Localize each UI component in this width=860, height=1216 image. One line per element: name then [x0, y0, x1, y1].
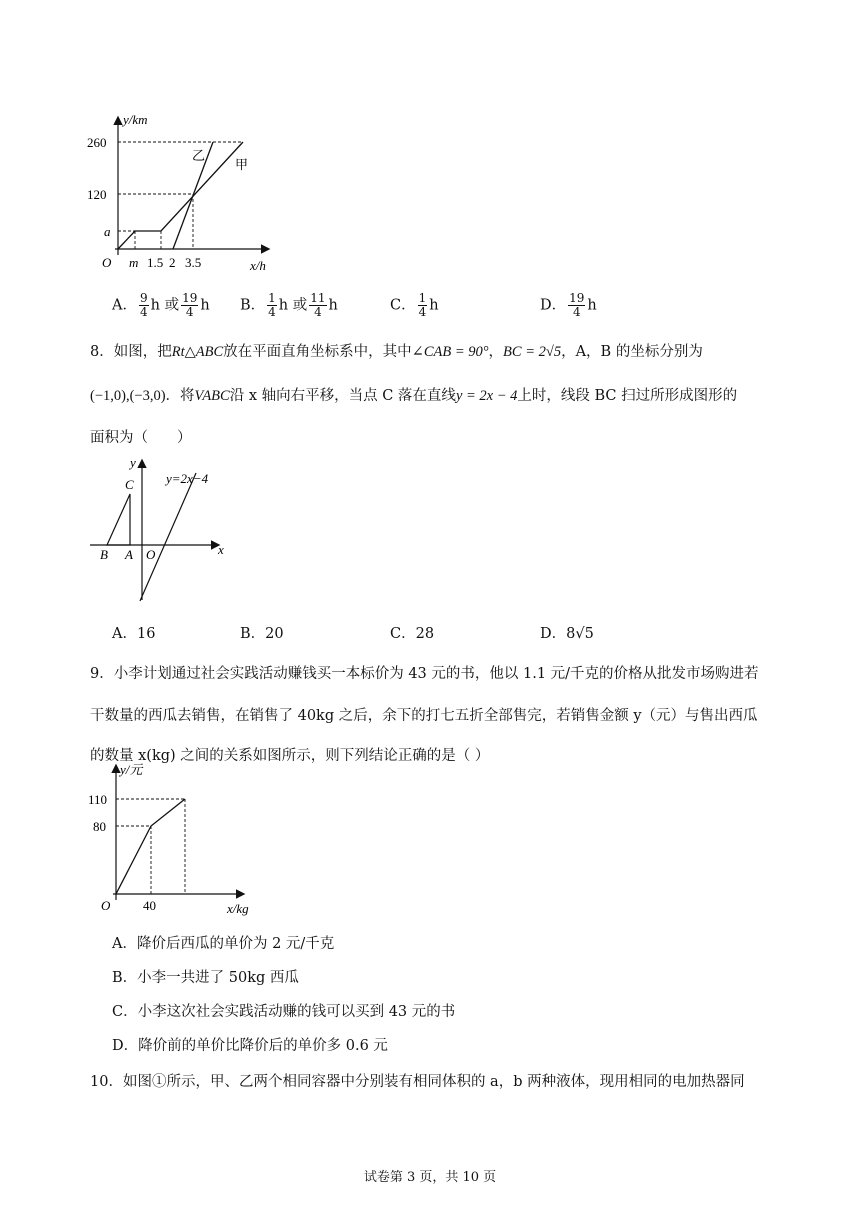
q9-y-label: y/元: [120, 762, 143, 777]
q7-option-b[interactable]: B． $\frac{1}{4}$ h 或 $\frac{11}{4}$ h: [240, 291, 338, 319]
q8-line-1: 8．如图，把Rt△ABC放在平面直角坐标系中，其中∠CAB = 90°，BC = 2√5，A，B 的坐标分别为: [90, 344, 703, 360]
q8-point-a: A: [125, 547, 133, 562]
q8-line-2: (−1,0),(−3,0)．将VABC沿 x 轴向右平移，当点 C 落在直线y = 2x − 4上时，线段 BC 扫过所形成图形的: [90, 388, 738, 404]
page-footer: 试卷第 3 页，共 10 页: [363, 1170, 497, 1185]
q8-point-c: C: [125, 477, 134, 492]
q7-label-yi: 乙: [192, 148, 206, 163]
q9-x-label: x/kg: [227, 901, 249, 916]
q9-tick-110: 110: [88, 792, 108, 807]
q8-point-b: B: [100, 547, 108, 562]
q8-y-label: y: [130, 455, 136, 470]
q8-option-c[interactable]: C．28: [390, 626, 435, 642]
q9-tick-40: 40: [143, 898, 156, 913]
q7-tick-3.5: 3.5: [185, 255, 202, 270]
q8-option-a[interactable]: A．16: [112, 626, 156, 642]
q8-triangle: [107, 494, 130, 545]
q7-x-label: x/h: [250, 258, 266, 273]
q10-line-1: 10．如图①所示，甲、乙两个相同容器中分别装有相同体积的 a，b 两种液体，现用相同的电加热器同: [90, 1074, 745, 1090]
q7-label-jia: 甲: [235, 157, 249, 172]
q9-line-2: 干数量的西瓜去销售，在销售了 40kg 之后，余下的打七五折全部售完，若销售金额 y（元）与售出西瓜: [90, 708, 758, 724]
q8-line-label: y=2x−4: [166, 471, 209, 486]
q8-x-label: x: [218, 542, 224, 557]
q8-line: [140, 473, 196, 601]
q9-line-3: 的数量 x(kg) 之间的关系如图所示，则下列结论正确的是（ ）: [90, 748, 490, 764]
q8-line-3: 面积为（ ）: [90, 430, 192, 446]
q7-y-label: y/km: [123, 112, 148, 127]
q8-origin: O: [146, 547, 156, 562]
q7-origin: O: [102, 255, 112, 270]
q9-figure: [85, 760, 260, 920]
q9-sales-line: [116, 799, 185, 894]
q7-tick-2: 2: [169, 255, 176, 270]
q7-tick-260: 260: [87, 135, 107, 150]
q7-option-c[interactable]: C． $\frac{1}{4}$ h: [390, 291, 439, 319]
q8-option-b[interactable]: B．20: [240, 626, 284, 642]
q9-option-d[interactable]: D．降价前的单价比降价后的单价多 0.6 元: [112, 1038, 388, 1054]
q9-tick-80: 80: [93, 819, 106, 834]
q7-line-jia: [118, 142, 243, 249]
q9-option-c[interactable]: C．小李这次社会实践活动赚的钱可以买到 43 元的书: [112, 1004, 456, 1020]
q9-origin: O: [101, 898, 111, 913]
q7-tick-120: 120: [87, 187, 107, 202]
q7-tick-a: a: [104, 224, 111, 239]
q9-option-b[interactable]: B．小李一共进了 50kg 西瓜: [112, 970, 299, 986]
q7-tick-m: m: [129, 255, 139, 270]
q8-figure: [90, 455, 240, 605]
q9-option-a[interactable]: A．降价后西瓜的单价为 2 元/千克: [112, 936, 335, 952]
q7-tick-1.5: 1.5: [147, 255, 164, 270]
q8-option-d[interactable]: D．8√5: [540, 626, 594, 642]
q9-line-1: 9．小李计划通过社会实践活动赚钱买一本标价为 43 元的书，他以 1.1 元/千克的价格从批发市场购进若: [90, 666, 759, 682]
q7-option-a[interactable]: A． $\frac{9}{4}$ h 或 $\frac{19}{4}$ h: [112, 291, 210, 319]
q7-option-d[interactable]: D． $\frac{19}{4}$ h: [540, 291, 597, 319]
q7-figure: [85, 110, 285, 275]
